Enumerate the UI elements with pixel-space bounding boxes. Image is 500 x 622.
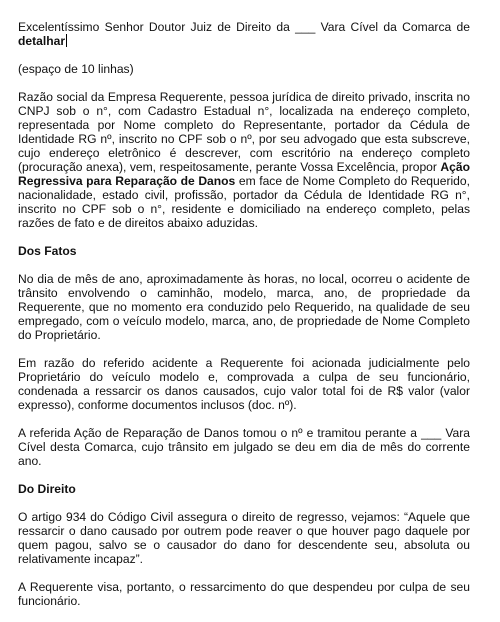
facts-paragraph-1: No dia de mês de ano, aproximadamente às horas, no local, ocorreu o acidente de trânsito envolvendo o caminhão, modelo, marca, ano, de propriedade da Requerente, que no momento era conduzido pelo Requerido, na qualidade de seu empregado, com o veículo modelo, marca, ano, de propriedade de Nome Completo do Proprietário.: [18, 272, 470, 342]
party-qualification: [18, 90, 470, 230]
text-cursor: [66, 34, 67, 47]
facts-heading: Dos Fatos: [18, 244, 77, 258]
spacing-note: (espaço de 10 linhas): [18, 62, 134, 76]
facts-paragraph-2: Em razão do referido acidente a Requerente foi acionada judicialmente pelo Proprietário do veículo modelo e, comprovada a culpa de seu funcionário, condenada a ressarcir os danos causados, cujo valor total foi de R$ valor (valor expresso), conforme documentos inclusos (doc. nº).: [18, 356, 470, 412]
court-address: [18, 20, 470, 48]
action-name: Ação Regressiva para Reparação de Danos: [18, 160, 470, 188]
law-heading: Do Direito: [18, 482, 76, 496]
court-address-placeholder: detalhar: [18, 34, 66, 48]
qualification-text-2: em face de Nome Completo do Requerido, nacionalidade, estado civil, profissão, portador da Cédula de Identidade RG n°, inscrito no CPF sob o n°, residente e domiciliado na endereço completo, pelas razões de fato e de direitos abaixo aduzidas.: [18, 174, 470, 230]
law-paragraph-1: O artigo 934 do Código Civil assegura o direito de regresso, vejamos: “Aquele que ressarcir o dano causado por outrem pode reaver o que houver pago daquele por quem pagou, salvo se o causador do dano for descendente seu, absoluta ou relativamente incapaz”.: [18, 510, 470, 566]
qualification-text-1: Razão social da Empresa Requerente, pessoa jurídica de direito privado, inscrita no CNPJ sob o n°, com Cadastro Estadual n°, localizada na endereço completo, representada por Nome completo do Representante, portador da Cédula de Identidade RG nº, inscrito no CPF sob o nº, por seu advogado que esta subscreve, cujo endereço eletrônico é descrever, com escritório na endereço completo (procuração anexa), vem, respeitosamente, perante Vossa Excelência, propor: [18, 90, 470, 174]
law-paragraph-2: A Requerente visa, portanto, o ressarcimento do que despendeu por culpa de seu funcionário.: [18, 580, 470, 608]
court-address-text: Excelentíssimo Senhor Doutor Juiz de Direito da ___ Vara Cível da Comarca de: [18, 20, 470, 34]
document-page: [18, 20, 470, 622]
facts-paragraph-3: A referida Ação de Reparação de Danos tomou o nº e tramitou perante a ___ Vara Cível desta Comarca, cujo trânsito em julgado se deu em dia de mês do corrente ano.: [18, 426, 470, 468]
